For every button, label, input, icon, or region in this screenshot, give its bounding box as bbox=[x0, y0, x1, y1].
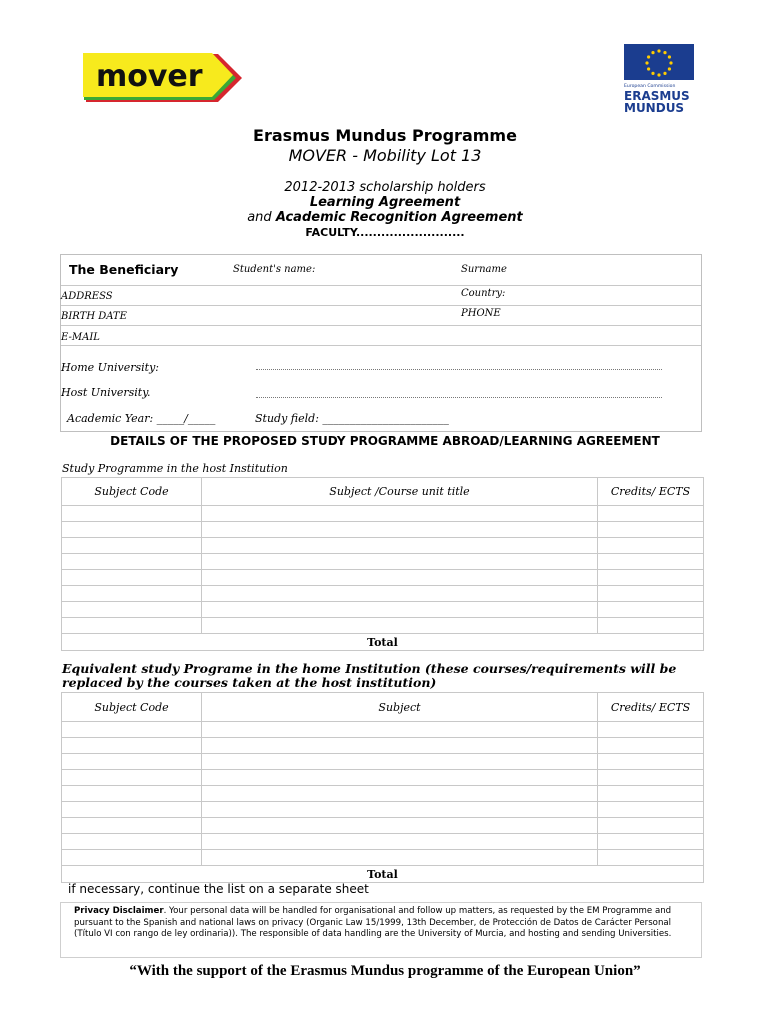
code-cell[interactable] bbox=[62, 506, 202, 522]
title-cell[interactable] bbox=[202, 802, 598, 818]
code-cell[interactable] bbox=[62, 554, 202, 570]
privacy-label: Privacy Disclaimer bbox=[74, 906, 164, 916]
svg-text:ERASMUS: ERASMUS bbox=[624, 89, 690, 103]
credits-cell[interactable] bbox=[598, 506, 704, 522]
host-col-title: Subject /Course unit title bbox=[202, 478, 598, 506]
credits-cell[interactable] bbox=[598, 754, 704, 770]
credits-cell[interactable] bbox=[598, 850, 704, 866]
surname-label: Surname bbox=[461, 264, 507, 275]
title-cell[interactable] bbox=[202, 602, 598, 618]
document-subtitle: MOVER - Mobility Lot 13 bbox=[288, 146, 482, 165]
year-line: 2012-2013 scholarship holders bbox=[284, 180, 486, 195]
title-cell[interactable] bbox=[202, 570, 598, 586]
code-cell[interactable] bbox=[62, 850, 202, 866]
title-cell[interactable] bbox=[202, 506, 598, 522]
credits-cell[interactable] bbox=[598, 738, 704, 754]
details-heading: DETAILS OF THE PROPOSED STUDY PROGRAMME ABROAD/LEARNING AGREEMENT bbox=[110, 434, 660, 448]
credits-cell[interactable] bbox=[598, 834, 704, 850]
code-cell[interactable] bbox=[62, 834, 202, 850]
code-cell[interactable] bbox=[62, 786, 202, 802]
credits-cell[interactable] bbox=[598, 570, 704, 586]
title-cell[interactable] bbox=[202, 770, 598, 786]
title-cell[interactable] bbox=[202, 786, 598, 802]
host-programme-caption: Study Programme in the host Institution bbox=[62, 462, 288, 475]
table-row bbox=[62, 522, 704, 538]
host-university-field[interactable] bbox=[256, 397, 662, 398]
email-label: E-MAIL bbox=[61, 332, 100, 343]
code-cell[interactable] bbox=[62, 522, 202, 538]
title-cell[interactable] bbox=[202, 722, 598, 738]
table-row bbox=[62, 770, 704, 786]
table-row bbox=[62, 506, 704, 522]
credits-cell[interactable] bbox=[598, 818, 704, 834]
home-university-field[interactable] bbox=[256, 369, 662, 370]
table-row bbox=[62, 602, 704, 618]
beneficiary-heading: The Beneficiary bbox=[69, 262, 179, 277]
total-row bbox=[62, 866, 704, 883]
table-row bbox=[62, 618, 704, 634]
credits-cell[interactable] bbox=[598, 722, 704, 738]
support-line: “With the support of the Erasmus Mundus programme of the European Union” bbox=[129, 963, 641, 979]
continue-note: if necessary, continue the list on a separate sheet bbox=[68, 882, 369, 896]
table-row bbox=[62, 538, 704, 554]
credits-cell[interactable] bbox=[598, 618, 704, 634]
credits-cell[interactable] bbox=[598, 586, 704, 602]
credits-cell[interactable] bbox=[598, 554, 704, 570]
birth-date-label: BIRTH DATE bbox=[61, 311, 127, 322]
credits-cell[interactable] bbox=[598, 602, 704, 618]
country-label: Country: bbox=[461, 288, 506, 299]
study-field-field[interactable]: Study field: _______________________ bbox=[255, 412, 449, 425]
table-row bbox=[62, 818, 704, 834]
title-cell[interactable] bbox=[202, 554, 598, 570]
beneficiary-section bbox=[60, 254, 702, 432]
table-row bbox=[62, 554, 704, 570]
mover-logo-text: mover bbox=[96, 59, 203, 94]
table-row bbox=[62, 850, 704, 866]
home-study-table bbox=[61, 692, 704, 883]
title-cell[interactable] bbox=[202, 522, 598, 538]
code-cell[interactable] bbox=[62, 754, 202, 770]
erasmus-mundus-logo bbox=[622, 44, 696, 116]
code-cell[interactable] bbox=[62, 722, 202, 738]
credits-cell[interactable] bbox=[598, 538, 704, 554]
table-row bbox=[62, 586, 704, 602]
code-cell[interactable] bbox=[62, 802, 202, 818]
code-cell[interactable] bbox=[62, 770, 202, 786]
recognition-agreement-line: and Academic Recognition Agreement bbox=[247, 210, 523, 225]
home-col-title: Subject bbox=[202, 693, 598, 722]
title-cell[interactable] bbox=[202, 834, 598, 850]
code-cell[interactable] bbox=[62, 602, 202, 618]
title-cell[interactable] bbox=[202, 538, 598, 554]
host-col-code: Subject Code bbox=[62, 478, 202, 506]
total-row bbox=[62, 634, 704, 651]
host-study-table bbox=[61, 477, 704, 651]
credits-cell[interactable] bbox=[598, 522, 704, 538]
code-cell[interactable] bbox=[62, 618, 202, 634]
host-total-label: Total bbox=[62, 634, 704, 651]
code-cell[interactable] bbox=[62, 538, 202, 554]
address-label: ADDRESS bbox=[61, 291, 113, 302]
title-cell[interactable] bbox=[202, 586, 598, 602]
table-row bbox=[62, 786, 704, 802]
home-total-label: Total bbox=[62, 866, 704, 883]
student-name-label: Student's name: bbox=[233, 264, 316, 275]
table-row bbox=[62, 570, 704, 586]
title-cell[interactable] bbox=[202, 818, 598, 834]
home-university-label: Home University: bbox=[61, 361, 160, 374]
svg-text:MUNDUS: MUNDUS bbox=[624, 101, 685, 115]
title-cell[interactable] bbox=[202, 850, 598, 866]
table-row bbox=[62, 802, 704, 818]
learning-agreement-line: Learning Agreement bbox=[309, 195, 461, 210]
faculty-line: FACULTY.......................... bbox=[305, 226, 465, 239]
document-title: Erasmus Mundus Programme bbox=[253, 126, 517, 145]
table-row bbox=[62, 754, 704, 770]
privacy-disclaimer bbox=[74, 906, 700, 941]
code-cell[interactable] bbox=[62, 570, 202, 586]
academic-year-field[interactable]: Academic Year: _____/_____ bbox=[67, 412, 216, 425]
mover-logo bbox=[80, 50, 245, 106]
title-cell[interactable] bbox=[202, 618, 598, 634]
code-cell[interactable] bbox=[62, 586, 202, 602]
credits-cell[interactable] bbox=[598, 786, 704, 802]
table-row bbox=[62, 834, 704, 850]
title-cell[interactable] bbox=[202, 754, 598, 770]
credits-cell[interactable] bbox=[598, 802, 704, 818]
host-col-credits: Credits/ ECTS bbox=[598, 478, 704, 506]
table-row bbox=[62, 738, 704, 754]
code-cell[interactable] bbox=[62, 738, 202, 754]
svg-text:European Commission: European Commission bbox=[624, 84, 676, 89]
phone-label: PHONE bbox=[461, 308, 501, 319]
equivalent-heading: Equivalent study Programe in the home Institution (these courses/requirements will be replaced by the courses taken at the host institution) bbox=[62, 661, 677, 690]
credits-cell[interactable] bbox=[598, 770, 704, 786]
host-university-label: Host University. bbox=[61, 386, 151, 399]
home-col-code: Subject Code bbox=[62, 693, 202, 722]
privacy-text: . Your personal data will be handled for organisational and follow up matters, as requested by the EM Programme and pursuant to the Spanish and national laws on privacy (Organic Law 15/1999, 13th December, de Protección de Datos de Carácter Personal (Título VI con rango de ley ordinaria)). The responsible of data handling are the University of Murcia, and hosting and sending Universities. bbox=[74, 906, 672, 940]
table-row bbox=[62, 722, 704, 738]
code-cell[interactable] bbox=[62, 818, 202, 834]
title-cell[interactable] bbox=[202, 738, 598, 754]
home-col-credits: Credits/ ECTS bbox=[598, 693, 704, 722]
